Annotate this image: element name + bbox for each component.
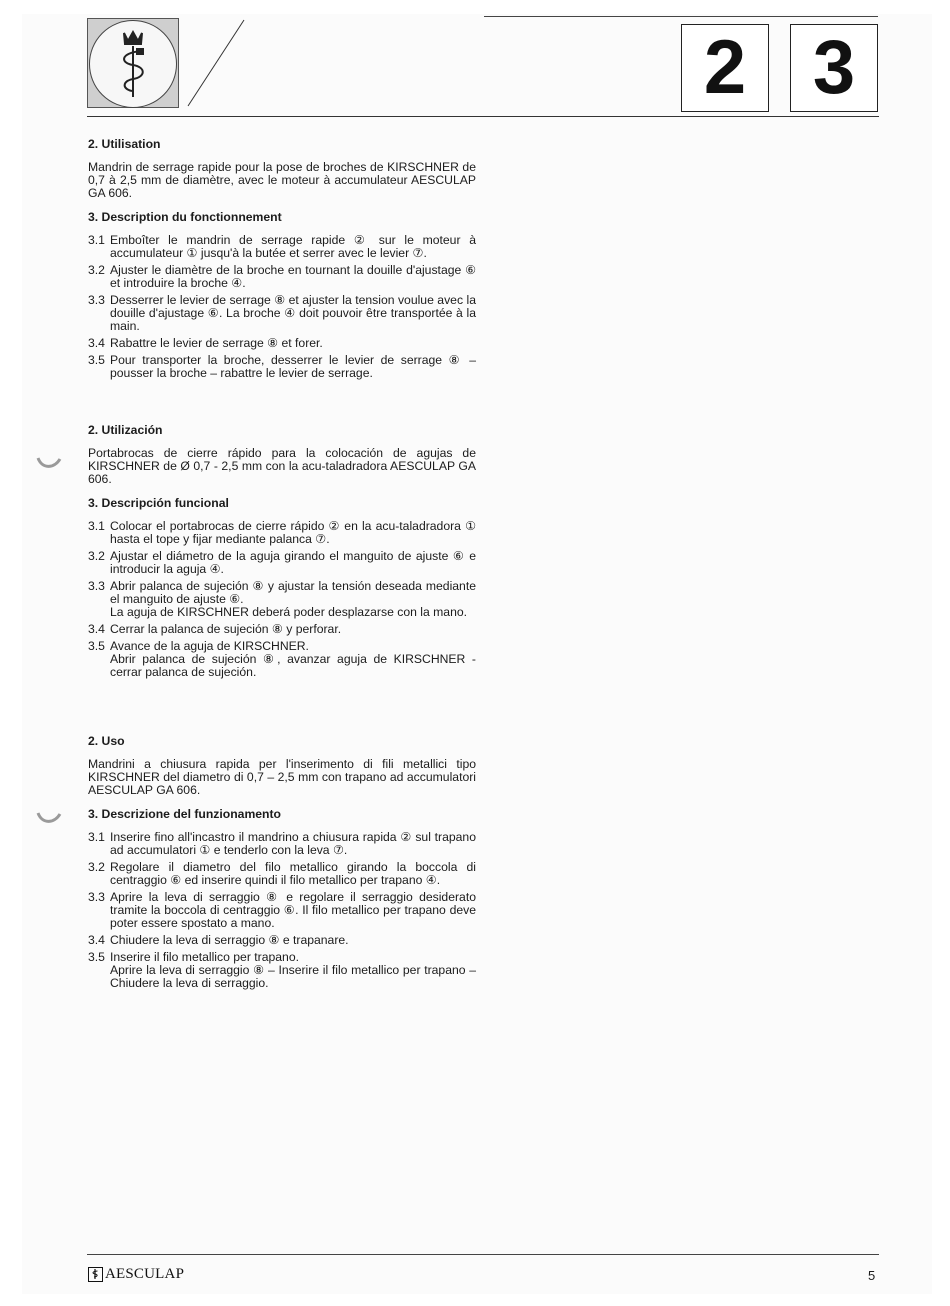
header-rule [87, 116, 879, 117]
step-item: 3.2 Ajustar el diámetro de la aguja girando el manguito de ajuste ⑥ e introducir la aguja ④. [88, 549, 476, 576]
binder-hole-mark [36, 455, 62, 471]
step-item: 3.4 Chiudere la leva di serraggio ⑧ e trapanare. [88, 933, 349, 947]
step-item: 3.4 Cerrar la palanca de sujeción ⑧ y perforar. [88, 622, 342, 636]
section-italian [88, 735, 476, 990]
step-item: 3.3 Abrir palanca de sujeción ⑧ y ajustar la tensión deseada mediante el manguito de ajuste ⑥. La aguja de KIRSCHNER deberá poder desplazarse con la mano. [88, 579, 476, 619]
step-item: 3.1 Emboîter le mandrin de serrage rapide ② sur le moteur à accumulateur ① jusqu'à la butée et serrer avec le levier ⑦. [88, 233, 476, 260]
step-item: 3.3 Aprire la leva di serraggio ⑧ e regolare il serraggio desiderato tramite la boccola di centraggio ⑥. Il filo metallico per trapano deve poter essere spostato a mano. [88, 890, 476, 930]
brand-name: AESCULAP [105, 1265, 185, 1282]
step-item: 3.2 Regolare il diametro del filo metallico girando la boccola di centraggio ⑥ ed inserire quindi il filo metallico per trapano ④. [88, 860, 476, 887]
step-item: 3.3 Desserrer le levier de serrage ⑧ et ajuster la tension voulue avec la douille d'ajustage ⑥. La broche ④ doit pouvoir être transportée à la main. [88, 293, 476, 333]
footer-brand [88, 1265, 184, 1283]
section-heading-utilizacion: 2. Utilización [88, 423, 163, 437]
footer-rule [87, 1254, 879, 1255]
section-spanish [88, 424, 476, 679]
chapter-number-box: 2 [681, 24, 769, 112]
step-item: 3.5 Avance de la aguja de KIRSCHNER. Abrir palanca de sujeción ⑧, avanzar aguja de KIRSCHNER - cerrar palanca de sujeción. [88, 639, 476, 679]
section-heading-descripcion: 3. Descripción funcional [88, 496, 229, 510]
section-french [88, 138, 476, 380]
section-intro: Portabrocas de cierre rápido para la colocación de agujas de KIRSCHNER de Ø 0,7 - 2,5 mm con la acu-taladradora AESCULAP GA 606. [88, 446, 476, 486]
section-heading-fonctionnement: 3. Description du fonctionnement [88, 210, 282, 224]
aesculap-staff-icon [88, 1267, 103, 1282]
step-item: 3.1 Inserire fino all'incastro il mandrino a chiusura rapida ② sul trapano ad accumulatori ① e tenderlo con la leva ⑦. [88, 830, 476, 857]
binder-hole-mark [36, 810, 62, 826]
step-item: 3.4 Rabattre le levier de serrage ⑧ et forer. [88, 336, 323, 350]
section-heading-uso: 2. Uso [88, 734, 125, 748]
step-item: 3.2 Ajuster le diamètre de la broche en tournant la douille d'ajustage ⑥ et introduire la broche ④. [88, 263, 476, 290]
section-intro: Mandrin de serrage rapide pour la pose de broches de KIRSCHNER de 0,7 à 2,5 mm de diamètre, avec le moteur à accumulateur AESCULAP GA 606. [88, 160, 476, 200]
section-number-box: 3 [790, 24, 878, 112]
step-item: 3.5 Pour transporter la broche, desserrer le levier de serrage ⑧ – pousser la broche – rabattre le levier de serrage. [88, 353, 476, 380]
section-heading-utilisation: 2. Utilisation [88, 137, 161, 151]
step-item: 3.1 Colocar el portabrocas de cierre rápido ② en la acu-taladradora ① hasta el tope y fijar mediante palanca ⑦. [88, 519, 476, 546]
step-item: 3.5 Inserire il filo metallico per trapano. Aprire la leva di serraggio ⑧ – Inserire il filo metallico per trapano – Chiudere la leva di serraggio. [88, 950, 476, 990]
section-heading-funzionamento: 3. Descrizione del funzionamento [88, 807, 282, 821]
aesculap-staff-logo [87, 18, 179, 108]
page-number: 5 [868, 1268, 876, 1283]
header-diagonal-line [186, 18, 246, 108]
section-intro: Mandrini a chiusura rapida per l'inserimento di fili metallici tipo KIRSCHNER del diametro di 0,7 – 2,5 mm con trapano ad accumulatori AESCULAP GA 606. [88, 757, 476, 797]
header-top-rule [484, 16, 878, 17]
